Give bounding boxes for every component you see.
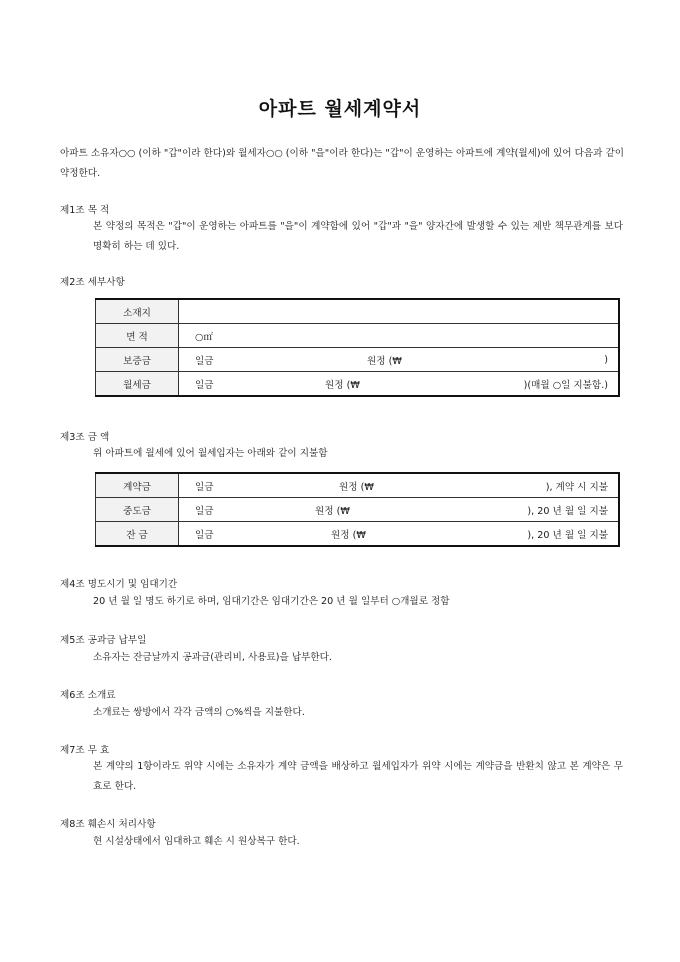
amount-won: 원정 (₩: [325, 379, 360, 391]
table-row: [96, 522, 620, 547]
document-title: 아파트 월세계약서: [258, 98, 422, 120]
row-label: 중도금: [96, 498, 179, 522]
amount-prefix: 일금: [195, 379, 214, 391]
amount-suffix: ), 20 년 월 일 지불: [527, 505, 608, 517]
row-label: 면 적: [96, 324, 179, 348]
row-label: 계약금: [96, 473, 179, 498]
article-6-heading: 제6조 소개료: [60, 690, 116, 701]
amount-suffix: )(매월 ○일 지불함.): [523, 379, 608, 391]
table-row: [96, 324, 620, 348]
article-1-heading: 제1조 목 적: [60, 205, 110, 216]
article-6-body: 소개료는 쌍방에서 각각 금액의 ○%씩을 지불한다.: [93, 707, 305, 718]
table-row: [96, 372, 620, 397]
amount-won: 원정 (₩: [331, 529, 366, 541]
address-value: [179, 299, 620, 324]
table-row: [96, 299, 620, 324]
amount-prefix: 일금: [195, 355, 214, 367]
area-value: ○㎡: [195, 331, 213, 343]
row-label: 보증금: [96, 348, 179, 372]
payment-table: [95, 472, 620, 547]
article-5-heading: 제5조 공과금 납부일: [60, 635, 147, 646]
amount-won: 원정 (₩: [315, 505, 350, 517]
table-row: [96, 498, 620, 522]
row-label: 월세금: [96, 372, 179, 397]
article-1-body: 본 약정의 목적은 "갑"이 운영하는 아파트를 "을"이 계약함에 있어 "갑"과 "을" 양자간에 발생할 수 있는 제반 책무관계를 보다 명확히 하는 데 있다.: [93, 221, 624, 252]
amount-prefix: 일금: [195, 505, 214, 517]
amount-suffix: ): [604, 354, 608, 365]
article-3-body: 위 아파트에 월세에 있어 월세입자는 아래와 같이 지불함: [93, 448, 328, 459]
intro-paragraph: 아파트 소유자○○ (이하 "갑"이라 한다)와 월세자○○ (이하 "을"이라 한다)는 "갑"이 운영하는 아파트에 계약(월세)에 있어 다음과 같이 약정한다.: [60, 148, 624, 179]
row-label: 잔 금: [96, 522, 179, 547]
row-label: 소재지: [96, 299, 179, 324]
article-7-body: 본 계약의 1항이라도 위약 시에는 소유자가 계약 금액을 배상하고 월세입자가 위약 시에는 계약금을 반환치 않고 본 계약은 무효로 한다.: [93, 761, 623, 792]
amount-prefix: 일금: [195, 529, 214, 541]
table-row: [96, 348, 620, 372]
amount-suffix: ), 계약 시 지불: [545, 481, 608, 493]
article-5-body: 소유자는 잔금날까지 공과금(관리비, 사용료)을 납부한다.: [93, 652, 332, 663]
article-2-heading: 제2조 세부사항: [60, 277, 125, 288]
amount-prefix: 일금: [195, 481, 214, 493]
article-8-heading: 제8조 훼손시 처리사항: [60, 819, 156, 830]
article-8-body: 현 시설상태에서 임대하고 훼손 시 원상복구 한다.: [93, 836, 300, 847]
article-4-body: 20 년 월 일 명도 하기로 하며, 임대기간은 임대기간은 20 년 월 일부터 ○개월로 정함: [93, 596, 450, 607]
article-3-heading: 제3조 금 액: [60, 432, 110, 443]
amount-suffix: ), 20 년 월 일 지불: [527, 529, 608, 541]
amount-won: 원정 (₩: [339, 481, 374, 493]
article-4-heading: 제4조 명도시기 및 임대기간: [60, 579, 178, 590]
amount-won: 원정 (₩: [367, 355, 402, 367]
table-row: [96, 473, 620, 498]
details-table: [95, 298, 620, 397]
article-7-heading: 제7조 무 효: [60, 745, 110, 756]
